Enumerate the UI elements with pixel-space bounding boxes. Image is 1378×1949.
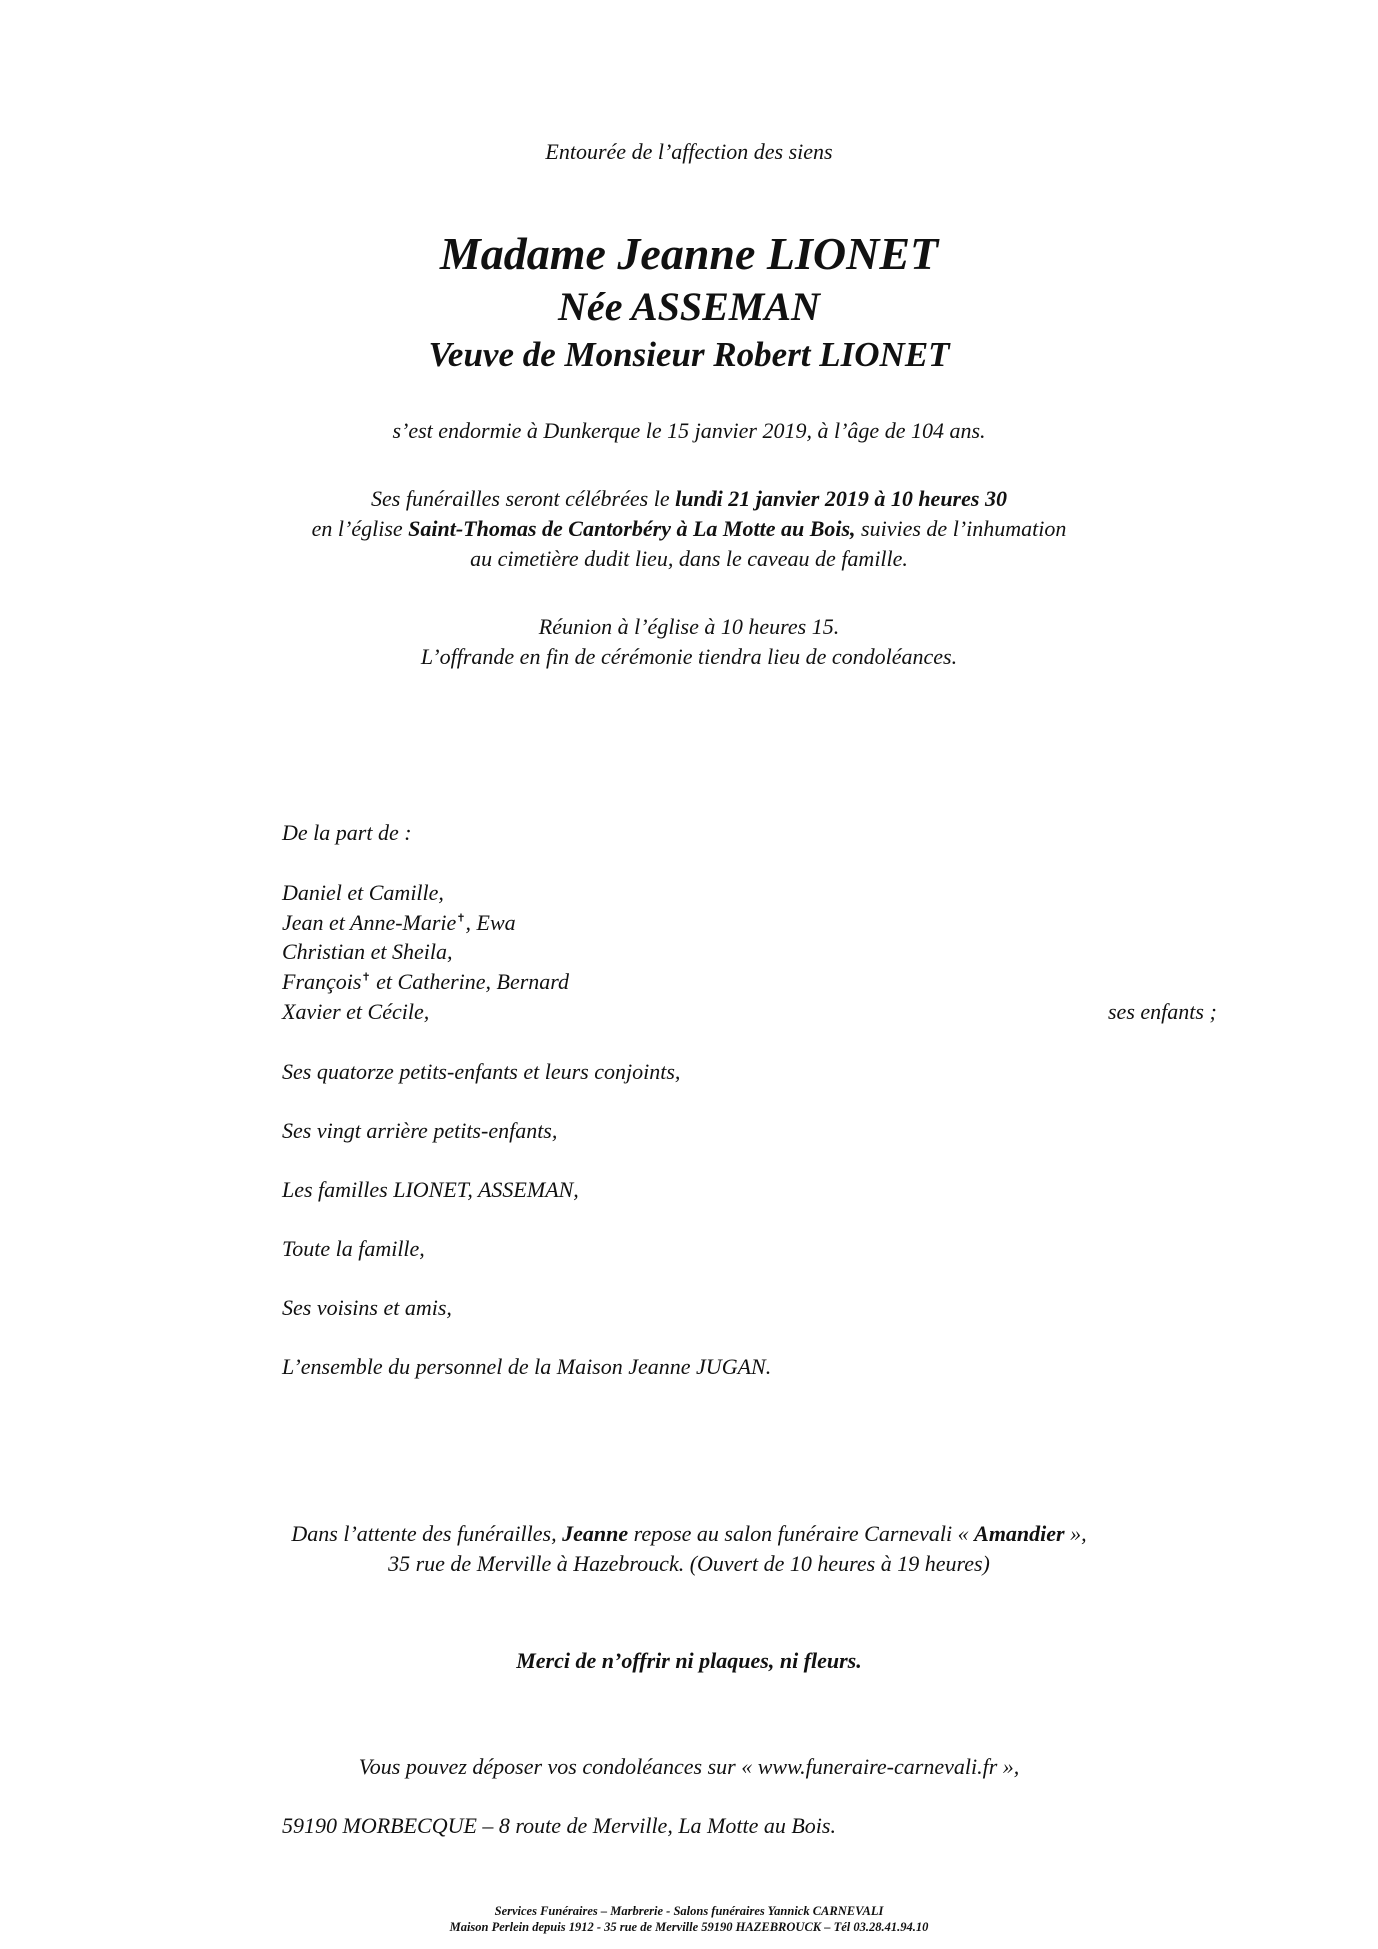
- funeral-text: en l’église: [311, 516, 409, 541]
- child-line: [282, 967, 569, 997]
- funeral-date: lundi 21 janvier 2019 à 10 heures 30: [675, 486, 1007, 511]
- first-name: Jeanne: [562, 1521, 629, 1546]
- families-line: Les familles LIONET, ASSEMAN,: [282, 1177, 579, 1202]
- neighbours-line: Ses voisins et amis,: [282, 1295, 452, 1320]
- child-names: et Catherine, Bernard: [370, 969, 570, 994]
- children-label: ses enfants ;: [1108, 999, 1217, 1024]
- maiden-name: Née ASSEMAN: [558, 284, 820, 329]
- child-names: , Ewa: [465, 910, 516, 935]
- rest-text: Dans l’attente des funérailles,: [291, 1521, 563, 1546]
- deceased-name: Madame Jeanne LIONET: [439, 228, 939, 279]
- child-line: Xavier et Cécile,: [282, 999, 430, 1024]
- address-line: 59190 MORBECQUE – 8 route de Merville, La Motte au Bois.: [282, 1813, 836, 1838]
- funeral-line-1: [0, 484, 1378, 514]
- rest-line-2: 35 rue de Merville à Hazebrouck. (Ouvert de 10 heures à 19 heures): [388, 1551, 990, 1576]
- funeral-line-2: [0, 514, 1378, 544]
- funeral-text: Ses funérailles seront célébrées le: [371, 486, 676, 511]
- footer-line-1: Services Funéraires – Marbrerie - Salons funéraires Yannick CARNEVALI: [494, 1904, 884, 1918]
- grandchildren-line: Ses quatorze petits-enfants et leurs conjoints,: [282, 1059, 681, 1084]
- funeral-line-3: au cimetière dudit lieu, dans le caveau de famille.: [470, 546, 908, 571]
- rest-line-1: [0, 1519, 1378, 1549]
- cross-icon: ✝: [361, 971, 371, 984]
- from-label: De la part de :: [282, 820, 412, 845]
- footer-line-2: Maison Perlein depuis 1912 - 35 rue de Merville 59190 HAZEBROUCK – Tél 03.28.41.94.10: [449, 1920, 929, 1934]
- staff-line: L’ensemble du personnel de la Maison Jeanne JUGAN.: [282, 1354, 772, 1379]
- church-name: Saint-Thomas de Cantorbéry à La Motte au Bois,: [408, 516, 856, 541]
- cross-icon: ✝: [456, 912, 466, 925]
- widow-line: Veuve de Monsieur Robert LIONET: [428, 335, 950, 374]
- rest-text: »,: [1064, 1521, 1087, 1546]
- child-line: [282, 908, 516, 938]
- child-line: Christian et Sheila,: [282, 939, 453, 964]
- all-family-line: Toute la famille,: [282, 1236, 425, 1261]
- rest-text: repose au salon funéraire Carnevali «: [628, 1521, 975, 1546]
- meeting-line-1: Réunion à l’église à 10 heures 15.: [538, 614, 840, 639]
- salon-name: Amandier: [974, 1521, 1065, 1546]
- intro-line: Entourée de l’affection des siens: [545, 139, 833, 164]
- meeting-line-2: L’offrande en fin de cérémonie tiendra lieu de condoléances.: [420, 644, 958, 669]
- funeral-text: suivies de l’inhumation: [855, 516, 1067, 541]
- child-line: Daniel et Camille,: [282, 880, 444, 905]
- condolences-line: Vous pouvez déposer vos condoléances sur « www.funeraire-carnevali.fr »,: [358, 1754, 1020, 1779]
- no-flowers-note: Merci de n’offrir ni plaques, ni fleurs.: [516, 1648, 862, 1673]
- great-grandchildren-line: Ses vingt arrière petits-enfants,: [282, 1118, 558, 1143]
- death-notice: s’est endormie à Dunkerque le 15 janvier 2019, à l’âge de 104 ans.: [392, 418, 986, 443]
- child-names: Jean et Anne-Marie: [282, 910, 457, 935]
- child-names: François: [282, 969, 362, 994]
